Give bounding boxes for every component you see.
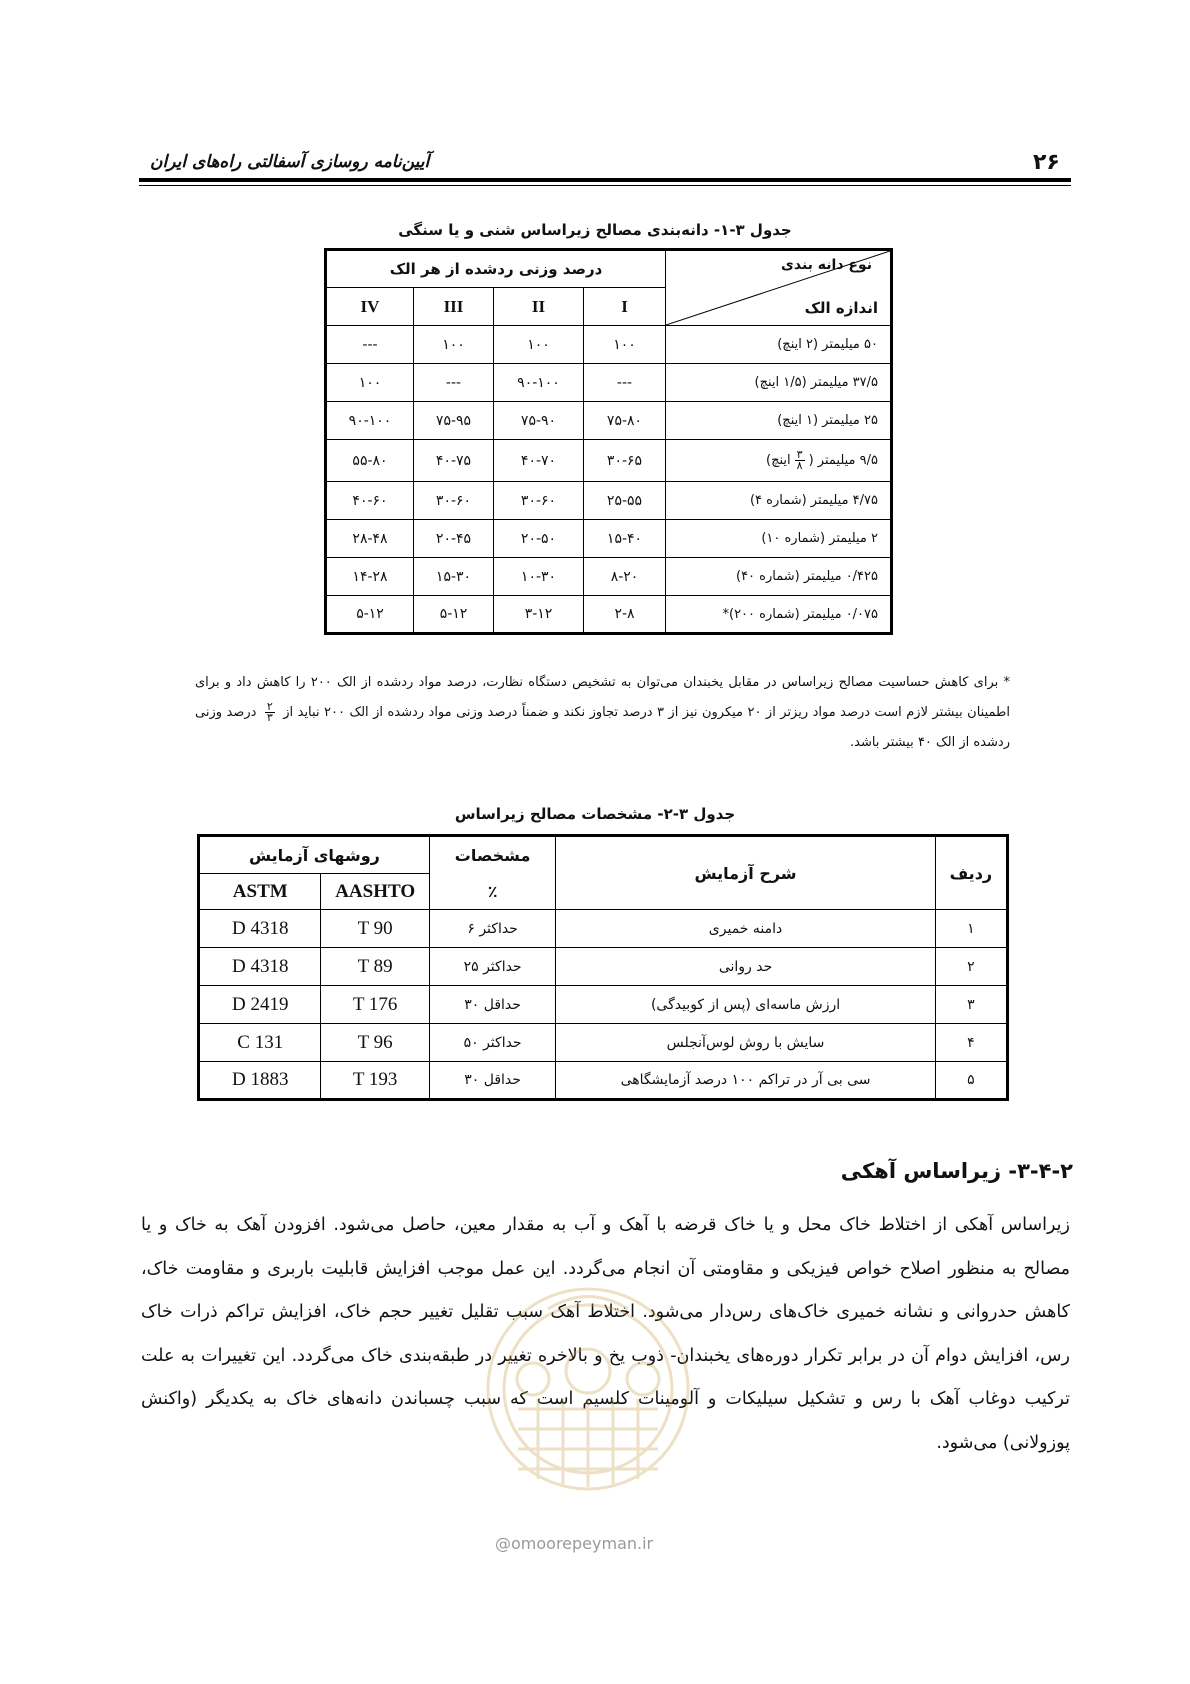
passing-value: ۵۵-۸۰ [326, 440, 414, 482]
table-row [326, 596, 892, 634]
passing-value: ۷۵-۸۰ [584, 402, 666, 440]
aashto-method: T 89 [321, 948, 429, 986]
table2-caption: جدول ۳-۲- مشخصات مصالح زیراساس [454, 805, 736, 823]
test-description: دامنه خمیری [556, 910, 935, 948]
grading-col-III: III [414, 288, 494, 326]
passing-value: ۱۰۰ [326, 364, 414, 402]
aashto-method: T 193 [321, 1062, 429, 1100]
corner-label-sieve-size: اندازه الک [804, 299, 878, 317]
fraction-numerator: ۲ [266, 700, 273, 713]
page-number: ۲۶ [1033, 150, 1060, 175]
sieve-size: ۲۵ میلیمتر (۱ اینچ) [666, 402, 892, 440]
aashto-header: AASHTO [321, 874, 429, 910]
passing-value: ۳۰-۶۰ [494, 482, 584, 520]
sieve-size-prefix: ۹/۵ میلیمتر ( [808, 453, 878, 468]
table-row [326, 558, 892, 596]
passing-value: --- [584, 364, 666, 402]
sieve-size-suffix: اینچ) [766, 453, 791, 468]
corner-label-gradation-type: نوع دانه بندی [781, 257, 872, 273]
spec-value: حداقل ۳۰ [429, 1062, 555, 1100]
aashto-method: T 96 [321, 1024, 429, 1062]
table-row [326, 326, 892, 364]
header-rule-thin [139, 185, 1071, 186]
watermark-label: @omoorepeyman.ir [495, 1534, 654, 1553]
passing-value: ۵-۱۲ [414, 596, 494, 634]
sieve-size: ۴/۷۵ میلیمتر (شماره ۴) [666, 482, 892, 520]
table-row [199, 1062, 1008, 1100]
row-number: ۴ [935, 1024, 1007, 1062]
table-row [199, 948, 1008, 986]
passing-value: ۹۰-۱۰۰ [326, 402, 414, 440]
section-body-paragraph: زیراساس آهکی از اختلاط خاک محل و یا خاک قرضه با آهک و آب به مقدار معین، حاصل می‌شود. افزودن آهک به خاک و یا مصالح به منظور اصلاح خواص فیزیکی و مقاومتی آن انجام می‌گردد. این عمل موجب افزایش قابلیت باربری و مقاومت خاک، کاهش حدروانی و نشانه خمیری خاک‌های رس‌دار می‌شود. اختلاط آهک سبب تقلیل تغییر حجم خاک، افزایش تراکم ذرات خاک رس، افزایش دوام آن در برابر تکرار دوره‌های یخبندان- ذوب یخ و بالاخره تغییر در طبقه‌بندی خاک می‌گردد. این تغییرات به علت ترکیب دوغاب آهک با رس و تشکیل سیلیکات و آلومینات کلسیم است که سبب چسباندن دانه‌های خاک به یکدیگر (واکنش پوزولانی) می‌شود. [141, 1215, 1070, 1453]
row-number: ۵ [935, 1062, 1007, 1100]
table1-caption: جدول ۳-۱- دانه‌بندی مصالح زیراساس شنی و یا سنگی [398, 221, 792, 239]
test-description: سایش با روش لوس‌آنجلس [556, 1024, 935, 1062]
subbase-spec-table [197, 834, 1009, 1101]
sieve-size: ۲ میلیمتر (شماره ۱۰) [666, 520, 892, 558]
row-number: ۲ [935, 948, 1007, 986]
table2-header-row-1 [199, 836, 1008, 874]
passing-value: ۱۰-۳۰ [494, 558, 584, 596]
running-title: آیین‌نامه روسازی آسفالتی راه‌های ایران [150, 152, 430, 172]
passing-value: ۲۸-۴۸ [326, 520, 414, 558]
passing-value: ۳-۱۲ [494, 596, 584, 634]
passing-value: ۴۰-۷۰ [494, 440, 584, 482]
passing-value: ۱۰۰ [584, 326, 666, 364]
astm-method: D 1883 [199, 1062, 321, 1100]
header-rule-thick [139, 178, 1071, 182]
fraction-denominator: ۳ [266, 711, 273, 724]
passing-value: ۴۰-۷۵ [414, 440, 494, 482]
test-description: حد روانی [556, 948, 935, 986]
table-row [199, 1024, 1008, 1062]
row-number: ۳ [935, 986, 1007, 1024]
table-row [326, 440, 892, 482]
spec-header: مشخصات [429, 836, 555, 874]
spec-value: حداکثر ۲۵ [429, 948, 555, 986]
table-row [326, 402, 892, 440]
fraction-numerator: ۳ [796, 448, 803, 461]
footnote-fraction [265, 702, 275, 723]
astm-method: D 2419 [199, 986, 321, 1024]
passing-value: --- [414, 364, 494, 402]
passing-value: ۲۰-۴۵ [414, 520, 494, 558]
sieve-fraction [795, 450, 805, 471]
test-methods-header: روشهای آزمایش [199, 836, 430, 874]
sieve-size: ۰/۴۲۵ میلیمتر (شماره ۴۰) [666, 558, 892, 596]
passing-value: ۱۰۰ [494, 326, 584, 364]
sieve-size [666, 440, 892, 482]
astm-header: ASTM [199, 874, 321, 910]
table1-footnote [195, 668, 1010, 758]
section-heading: ۳-۴-۲- زیراساس آهکی [840, 1159, 1073, 1183]
gradation-table [324, 248, 893, 635]
passing-value: ۵-۱۲ [326, 596, 414, 634]
footnote-text-part2: درصد وزنی ردشده از الک ۴۰ بیشتر باشد. [195, 705, 1010, 750]
passing-value: ۳۰-۶۵ [584, 440, 666, 482]
footnote-text-part1: * برای کاهش حساسیت مصالح زیراساس در مقابل یخبندان می‌توان به تشخیص دستگاه نظارت، درصد مواد ردشده از الک ۲۰۰ را کاهش داد و برای اطمینان بیشتر لازم است درصد مواد ریزتر از ۲۰ میکرون نیز از ۳ درصد تجاوز نکند و ضمناً درصد وزنی مواد ردشده از الک ۲۰۰ نباید از [195, 675, 1010, 720]
test-description: سی بی آر در تراکم ۱۰۰ درصد آزمایشگاهی [556, 1062, 935, 1100]
passing-value: ۴۰-۶۰ [326, 482, 414, 520]
aashto-method: T 90 [321, 910, 429, 948]
passing-value: ۹۰-۱۰۰ [494, 364, 584, 402]
spec-unit-header: ٪ [429, 874, 555, 910]
astm-method: D 4318 [199, 948, 321, 986]
table1-corner-cell [666, 250, 892, 326]
spec-value: حداکثر ۵۰ [429, 1024, 555, 1062]
table-row [326, 482, 892, 520]
table1-header-row-1 [326, 250, 892, 288]
passing-value: ۲۰-۵۰ [494, 520, 584, 558]
row-number-header: ردیف [935, 836, 1007, 910]
astm-method: D 4318 [199, 910, 321, 948]
watermark-seal-icon [478, 1279, 698, 1519]
passing-value: ۸-۲۰ [584, 558, 666, 596]
row-number: ۱ [935, 910, 1007, 948]
passing-value: ۱۵-۳۰ [414, 558, 494, 596]
passing-value: ۷۵-۹۰ [494, 402, 584, 440]
sieve-size: ۵۰ میلیمتر (۲ اینچ) [666, 326, 892, 364]
astm-method: C 131 [199, 1024, 321, 1062]
table-row [199, 910, 1008, 948]
aashto-method: T 176 [321, 986, 429, 1024]
table-row [326, 364, 892, 402]
table-row [199, 986, 1008, 1024]
grading-col-IV: IV [326, 288, 414, 326]
test-description-header: شرح آزمایش [556, 836, 935, 910]
spec-value: حداکثر ۶ [429, 910, 555, 948]
sieve-size: ۳۷/۵ میلیمتر (۱/۵ اینچ) [666, 364, 892, 402]
table-row [326, 520, 892, 558]
passing-percent-header: درصد وزنی ردشده از هر الک [326, 250, 666, 288]
grading-col-II: II [494, 288, 584, 326]
passing-value: ۳۰-۶۰ [414, 482, 494, 520]
test-description: ارزش ماسه‌ای (پس از کوبیدگی) [556, 986, 935, 1024]
sieve-size: ۰/۰۷۵ میلیمتر (شماره ۲۰۰)* [666, 596, 892, 634]
passing-value: ۲-۸ [584, 596, 666, 634]
fraction-denominator: ۸ [796, 459, 803, 472]
spec-value: حداقل ۳۰ [429, 986, 555, 1024]
passing-value: --- [326, 326, 414, 364]
passing-value: ۲۵-۵۵ [584, 482, 666, 520]
passing-value: ۱۰۰ [414, 326, 494, 364]
passing-value: ۱۵-۴۰ [584, 520, 666, 558]
grading-col-I: I [584, 288, 666, 326]
passing-value: ۱۴-۲۸ [326, 558, 414, 596]
passing-value: ۷۵-۹۵ [414, 402, 494, 440]
